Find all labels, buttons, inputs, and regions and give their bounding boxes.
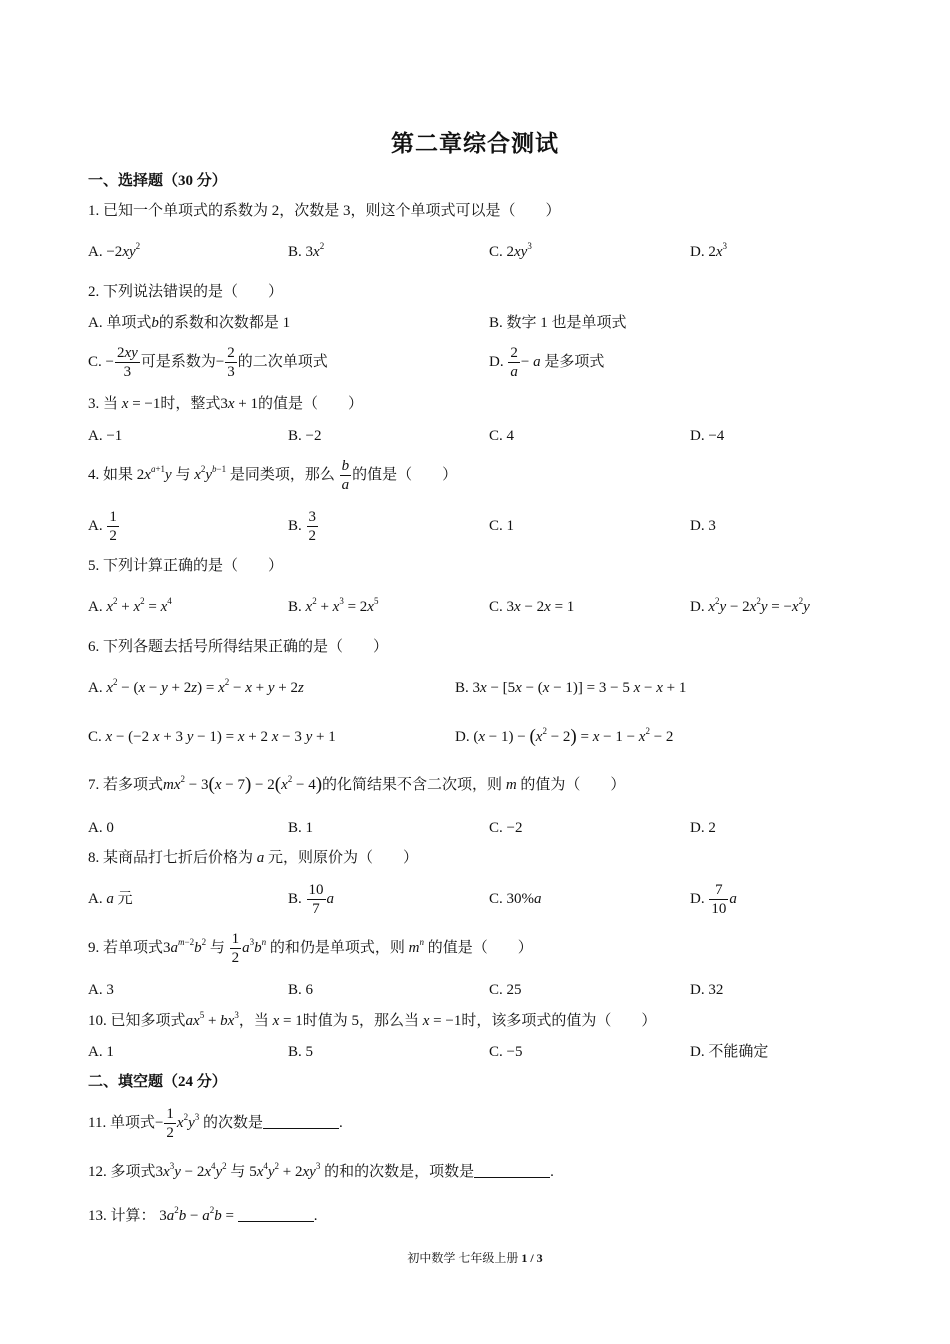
q7-option-a: A. 0 <box>88 820 114 836</box>
q1-option-d: D. $2x^3$ <box>690 241 728 260</box>
page-title: 第二章综合测试 <box>391 131 559 156</box>
q11-answer-blank[interactable] <box>263 1114 339 1129</box>
q9-option-d: D. 32 <box>690 982 724 998</box>
question-1-stem: 1. 已知一个单项式的系数为 2，次数是 3，则这个单项式可以是（ ） <box>88 203 561 219</box>
question-4-stem: 4. 如果 $2x^{a+1}y$ 与 $x^2y^{b-1}$ 是同类项，那么 $\frac{b}{a}$ 的值是（ ） <box>88 458 458 494</box>
question-3-stem: 3. 当 x = −1时，整式3x + 1的值是（ ） <box>88 396 364 412</box>
q3-option-d: D. −4 <box>690 428 725 444</box>
question-11-stem: 11. 单项式− $\frac{1}{2}$ $x^2y^3$ 的次数是 . <box>88 1106 343 1142</box>
q12-answer-blank[interactable] <box>474 1163 550 1178</box>
q4-option-c: C. 1 <box>489 518 515 534</box>
q7-option-d: D. 2 <box>690 820 716 836</box>
q1-option-b: B. $3x^2$ <box>288 241 325 260</box>
q4-option-b: B. $\frac{3}{2}$ <box>288 509 317 545</box>
q8-option-a: A. a 元 <box>88 891 133 907</box>
page-footer: 初中数学 七年级上册 1 / 3 <box>407 1251 543 1265</box>
q9-option-a: A. 3 <box>88 982 114 998</box>
q9-option-c: C. 25 <box>489 982 522 998</box>
page-number: 1 / 3 <box>521 1251 543 1265</box>
question-8-stem: 8. 某商品打七折后价格为 a 元，则原价为（ ） <box>88 850 419 866</box>
q5-option-b: B. $x^2 + x^3 = 2x^5$ <box>288 596 379 615</box>
question-13-stem: 13. 计算： $3a^2b - a^2b$ = . <box>88 1205 318 1224</box>
q8-option-d: D. $\frac{7}{10}$ a <box>690 882 737 918</box>
q8-option-b: B. $\frac{10}{7}$ a <box>288 882 335 918</box>
q5-option-c: C. 3x − 2x = 1 <box>489 599 575 615</box>
q5-option-a: A. $x^2 + x^2 = x^4$ <box>88 596 172 615</box>
question-9-stem: 9. 若单项式$3a^{m-2}b^2$ 与 $\frac{1}{2}$ $a^3b^n$ 的和仍是单项式，则 $m^n$ 的值是（ ） <box>88 931 533 967</box>
q1-option-a: A. $-2xy^2$ <box>88 241 141 260</box>
question-6-stem: 6. 下列各题去括号所得结果正确的是（ ） <box>88 639 389 655</box>
q3-option-c: C. 4 <box>489 428 515 444</box>
question-2-stem: 2. 下列说法错误的是（ ） <box>88 284 284 300</box>
q4-option-d: D. 3 <box>690 518 716 534</box>
q7-option-b: B. 1 <box>288 820 314 836</box>
q6-option-c: C. x − (−2 x + 3 y − 1) = x + 2 x − 3 y + 1 <box>88 729 336 745</box>
section-heading-fill: 二、填空题（24 分） <box>88 1074 227 1090</box>
question-10-stem: 10. 已知多项式$ax^5 + bx^3$，当 x = 1时值为 5，那么当 x = −1时，该多项式的值为（ ） <box>88 1010 657 1029</box>
q1-option-c: C. $2xy^3$ <box>489 241 532 260</box>
q6-option-d: D. $(x - 1) - (x^2 - 2) = x - 1 - x^2 - 2$ <box>455 726 674 747</box>
q13-answer-blank[interactable] <box>238 1207 314 1222</box>
q3-option-a: A. −1 <box>88 428 123 444</box>
q10-option-a: A. 1 <box>88 1044 114 1060</box>
q2-option-a: A. 单项式b的系数和次数都是 1 <box>88 315 291 331</box>
q3-option-b: B. −2 <box>288 428 322 444</box>
q8-option-c: C. 30%a <box>489 891 542 907</box>
q10-option-d: D. 不能确定 <box>690 1044 769 1060</box>
question-5-stem: 5. 下列计算正确的是（ ） <box>88 558 284 574</box>
question-12-stem: 12. 多项式$3x^3y - 2x^4y^2$ 与 $5x^4y^2 + 2xy^3$ 的和的次数是，项数是 . <box>88 1161 554 1180</box>
q10-option-c: C. −5 <box>489 1044 523 1060</box>
q9-option-b: B. 6 <box>288 982 314 998</box>
q4-option-a: A. $\frac{1}{2}$ <box>88 509 117 545</box>
q6-option-b: B. 3x − [5x − (x − 1)] = 3 − 5 x − x + 1 <box>455 680 687 696</box>
question-7-stem: 7. 若多项式$mx^2 - 3(x - 7) - 2(x^2 - 4)$的化简结果不含二次项，则 m 的值为（ ） <box>88 774 626 795</box>
q10-option-b: B. 5 <box>288 1044 314 1060</box>
section-heading-choice: 一、选择题（30 分） <box>88 173 227 189</box>
q2-option-d: D. $\frac{2}{a}$ − a 是多项式 <box>489 345 605 381</box>
q2-option-c: C. − $\frac{2xy}{3}$ 可是系数为− $\frac{2}{3}$ 的二次单项式 <box>88 345 328 381</box>
q6-option-a: A. $x^2 - (x - y + 2z) = x^2 - x + y + 2z$ <box>88 677 304 696</box>
q7-option-c: C. −2 <box>489 820 523 836</box>
q5-option-d: D. $x^2y - 2x^2y = -x^2y$ <box>690 596 810 615</box>
q2-option-b: B. 数字 1 也是单项式 <box>489 315 627 331</box>
